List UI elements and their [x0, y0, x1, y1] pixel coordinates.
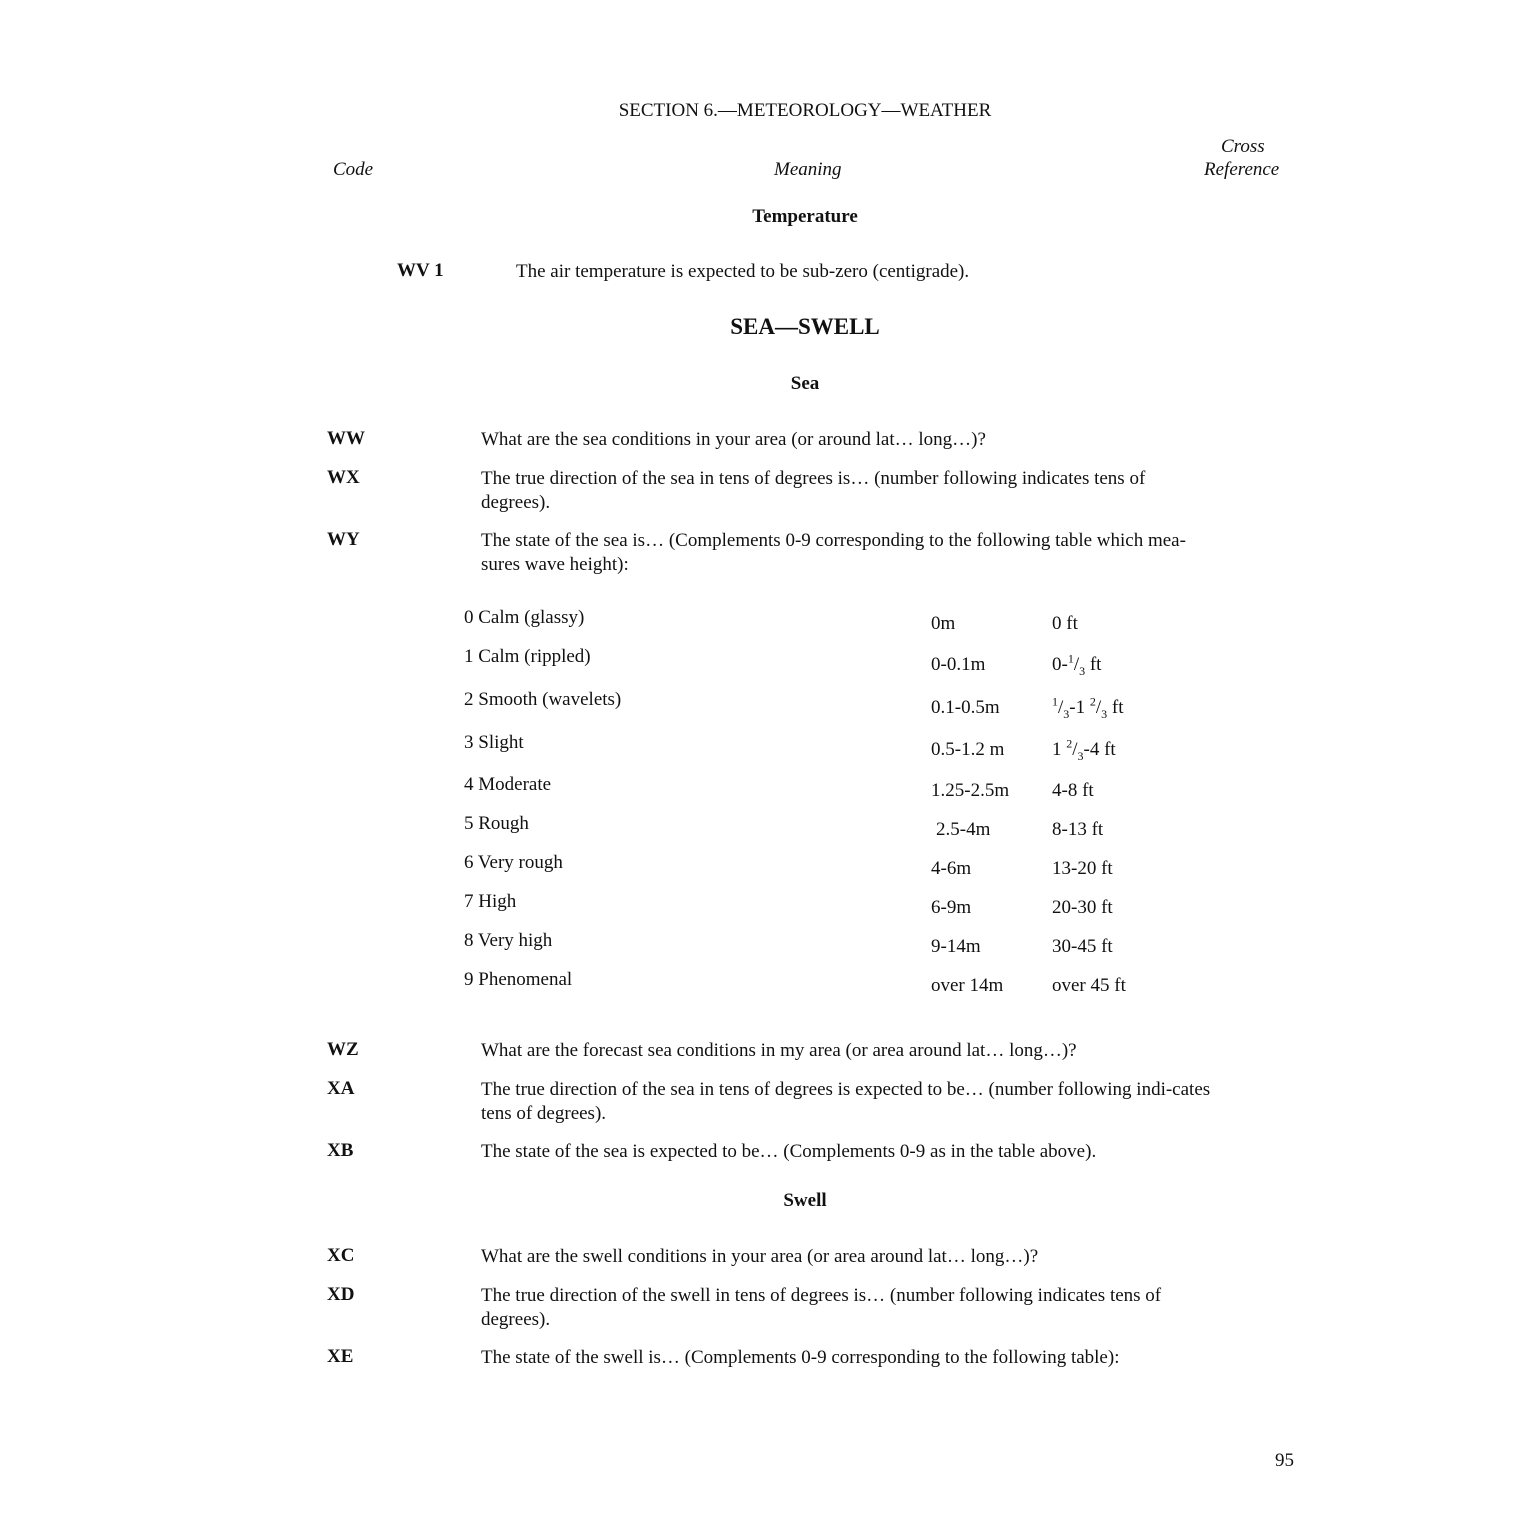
- entry-code: XC: [327, 1245, 355, 1266]
- entry-meaning: What are the swell conditions in your area (or area around lat… long…)?: [481, 1246, 1039, 1267]
- entry-code: WV 1: [397, 260, 444, 281]
- table-row-state: 6 Very rough: [464, 852, 563, 873]
- table-row-state: 0 Calm (glassy): [464, 607, 585, 628]
- table-row-state: 5 Rough: [464, 813, 529, 834]
- entry-meaning: The true direction of the sea in tens of degrees is expected to be… (number following indi-cates tens of degrees).: [481, 1079, 1211, 1124]
- heading-temperature: Temperature: [752, 206, 858, 227]
- table-row-state: 4 Moderate: [464, 774, 552, 795]
- column-header-code: Code: [333, 159, 374, 180]
- heading-sea: Sea: [790, 373, 820, 394]
- table-row-state: 2 Smooth (wavelets): [464, 689, 622, 710]
- table-row-imperial: $0-^1/_3$ ft: [1052, 651, 1102, 678]
- section-title: SECTION 6.—METEOROLOGY—WEATHER: [618, 100, 992, 121]
- table-row-imperial: 30-45 ft: [1052, 936, 1113, 957]
- column-header-meaning: Meaning: [774, 159, 842, 180]
- entry-code: XA: [327, 1078, 355, 1099]
- entry-meaning: The state of the swell is… (Complements 0-9 corresponding to the following table):: [481, 1347, 1120, 1368]
- table-row-metric: 1.25-2.5m: [931, 780, 1010, 801]
- page-number: 95: [1275, 1450, 1294, 1471]
- table-row-metric: 2.5-4m: [936, 819, 991, 840]
- table-row-imperial: 20-30 ft: [1052, 897, 1113, 918]
- table-row-imperial: $^1/_3-1$ $^2/_3$ ft: [1052, 694, 1124, 721]
- column-header-cross: Cross: [1221, 136, 1265, 157]
- table-row-imperial: 13-20 ft: [1052, 858, 1113, 879]
- entry-code: WY: [327, 529, 360, 550]
- entry-meaning: The true direction of the sea in tens of degrees is… (number following indicates tens of degrees).: [481, 468, 1146, 513]
- heading-swell: Swell: [783, 1190, 827, 1211]
- entry-code: WW: [327, 428, 365, 449]
- entry-meaning: The state of the sea is expected to be… (Complements 0-9 as in the table above).: [481, 1141, 1097, 1162]
- column-header-reference: Reference: [1204, 159, 1280, 180]
- table-row-imperial: over 45 ft: [1052, 975, 1126, 996]
- entry-meaning: The true direction of the swell in tens of degrees is… (number following indicates tens of degrees).: [481, 1285, 1162, 1330]
- table-row-state: 3 Slight: [464, 732, 524, 753]
- table-row-metric: 0.1-0.5m: [931, 697, 1000, 718]
- table-row-imperial: 4-8 ft: [1052, 780, 1094, 801]
- entry-meaning: What are the forecast sea conditions in my area (or area around lat… long…)?: [481, 1040, 1077, 1061]
- table-row-metric: 9-14m: [931, 936, 981, 957]
- table-row-metric: 4-6m: [931, 858, 972, 879]
- table-row-imperial: 0 ft: [1052, 613, 1078, 634]
- table-row-state: 7 High: [464, 891, 517, 912]
- table-row-state: 9 Phenomenal: [464, 969, 573, 990]
- entry-code: XD: [327, 1284, 355, 1305]
- entry-meaning: The state of the sea is… (Complements 0-9 corresponding to the following table which mea-sures wave height):: [481, 530, 1186, 575]
- table-row-metric: over 14m: [931, 975, 1004, 996]
- entry-code: WX: [327, 467, 360, 488]
- entry-code: WZ: [327, 1039, 359, 1060]
- table-row-state: 8 Very high: [464, 930, 553, 951]
- entry-meaning: The air temperature is expected to be sub-zero (centigrade).: [516, 261, 970, 282]
- table-row-imperial: 8-13 ft: [1052, 819, 1104, 840]
- entry-code: XB: [327, 1140, 354, 1161]
- table-row-metric: 0-0.1m: [931, 654, 986, 675]
- table-row-metric: 0m: [931, 613, 956, 634]
- entry-code: XE: [327, 1346, 354, 1367]
- table-row-metric: 6-9m: [931, 897, 972, 918]
- table-row-imperial: 1 $^2/_3-4$ ft: [1052, 736, 1116, 763]
- table-row-state: 1 Calm (rippled): [464, 646, 591, 667]
- entry-meaning: What are the sea conditions in your area (or around lat… long…)?: [481, 429, 986, 450]
- heading-sea-swell: SEA—SWELL: [730, 314, 880, 339]
- table-row-metric: 0.5-1.2 m: [931, 739, 1005, 760]
